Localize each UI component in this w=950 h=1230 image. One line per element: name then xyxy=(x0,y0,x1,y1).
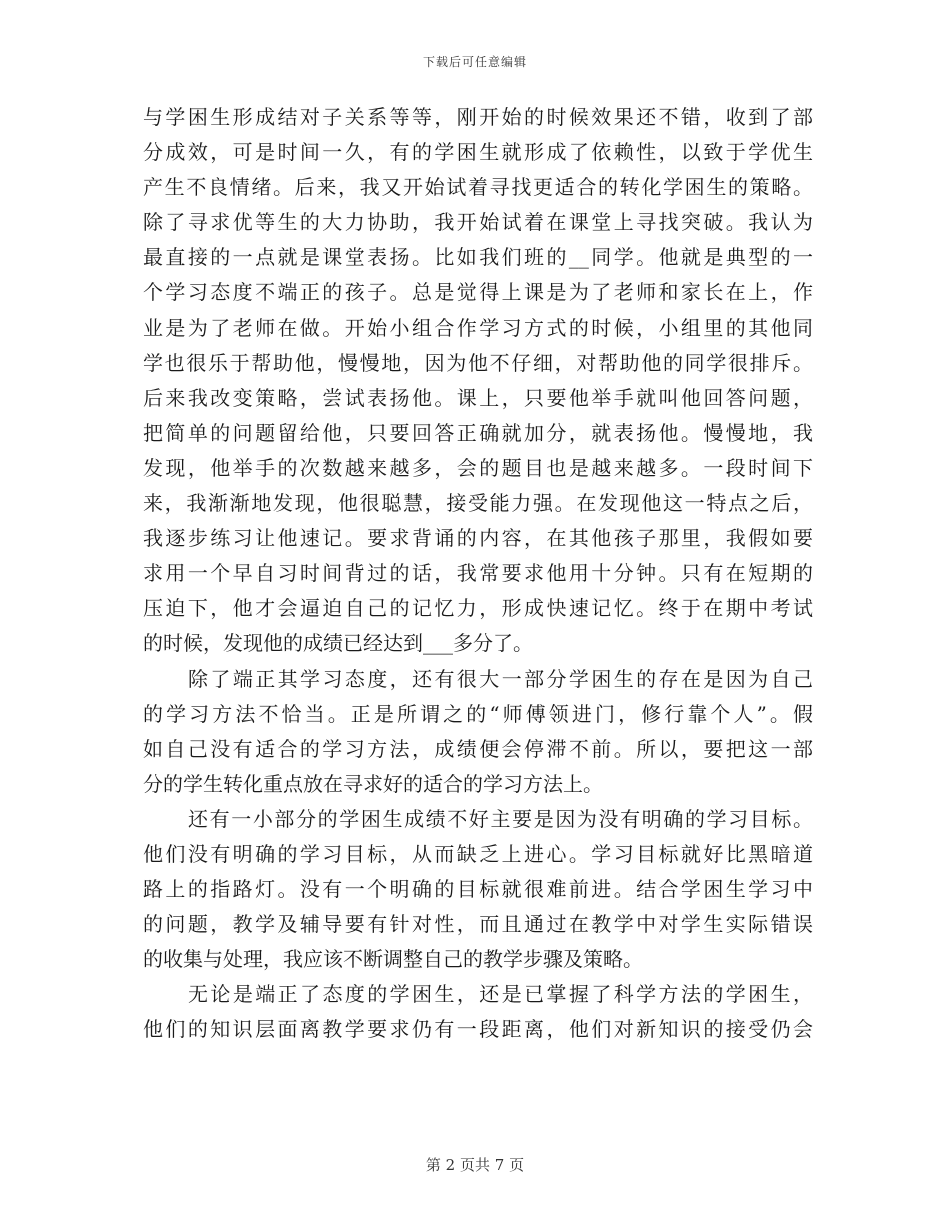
text-line: 个学习态度不端正的孩子。总是觉得上课是为了老师和家长在上，作 xyxy=(143,280,813,305)
text-line: 他们没有明确的学习目标，从而缺乏上进心。学习目标就好比黑暗道 xyxy=(143,841,813,866)
text-line: 与学困生形成结对子关系等等，刚开始的时候效果还不错，收到了部 xyxy=(143,105,813,129)
text-line: 路上的指路灯。没有一个明确的目标就很难前进。结合学困生学习中 xyxy=(143,877,813,902)
text-line: 把简单的问题留给他，只要回答正确就加分，就表扬他。慢慢地，我 xyxy=(143,420,813,445)
text-line: 的时候，发现他的成绩已经达到___多分了。 xyxy=(143,631,533,656)
text-line: 的收集与处理，我应该不断调整自己的教学步骤及策略。 xyxy=(143,947,643,972)
text-line: 分的学生转化重点放在寻求好的适合的学习方法上。 xyxy=(143,771,603,796)
text-line: 来，我渐渐地发现，他很聪慧，接受能力强。在发现他这一特点之后， xyxy=(143,491,813,516)
text-line: 压迫下，他才会逼迫自己的记忆力，形成快速记忆。终于在期中考试 xyxy=(143,596,813,621)
text-line: 分成效，可是时间一久，有的学困生就形成了依赖性，以致于学优生 xyxy=(143,140,813,165)
text-line: 产生不良情绪。后来，我又开始试着寻找更适合的转化学困生的策略。 xyxy=(143,175,813,200)
text-line: 后来我改变策略，尝试表扬他。课上，只要他举手就叫他回答问题， xyxy=(143,385,813,410)
text-line: 他们的知识层面离教学要求仍有一段距离，他们对新知识的接受仍会 xyxy=(143,1017,813,1042)
paragraph-first-line: 无论是端正了态度的学困生，还是已掌握了科学方法的学困生， xyxy=(188,982,813,1007)
text-line: 除了寻求优等生的大力协助，我开始试着在课堂上寻找突破。我认为 xyxy=(143,210,813,235)
text-line: 的学习方法不恰当。正是所谓之的“师傅领进门，修行靠个人”。假 xyxy=(143,701,813,726)
text-line: 学也很乐于帮助他，慢慢地，因为他不仔细，对帮助他的同学很排斥。 xyxy=(143,350,813,375)
paragraph-first-line: 还有一小部分的学困生成绩不好主要是因为没有明确的学习目标。 xyxy=(188,806,813,831)
text-line: 的问题，教学及辅导要有针对性，而且通过在教学中对学生实际错误 xyxy=(143,912,813,937)
paragraph-first-line: 除了端正其学习态度，还有很大一部分学困生的存在是因为自己 xyxy=(188,666,813,691)
text-line: 最直接的一点就是课堂表扬。比如我们班的__同学。他就是典型的一 xyxy=(143,245,813,270)
text-line: 求用一个早自习时间背过的话，我常要求他用十分钟。只有在短期的 xyxy=(143,561,813,586)
document-body xyxy=(143,100,813,1048)
text-line: 如自己没有适合的学习方法，成绩便会停滞不前。所以，要把这一部 xyxy=(143,736,813,761)
text-line: 发现，他举手的次数越来越多，会的题目也是越来越多。一段时间下 xyxy=(143,455,813,480)
page-header: 下载后可任意编辑 xyxy=(422,55,527,69)
text-line: 业是为了老师在做。开始小组合作学习方式的时候，小组里的其他同 xyxy=(143,315,813,340)
text-line: 我逐步练习让他速记。要求背诵的内容，在其他孩子那里，我假如要 xyxy=(143,526,813,551)
page-footer: 第 2 页共 7 页 xyxy=(425,1156,525,1174)
